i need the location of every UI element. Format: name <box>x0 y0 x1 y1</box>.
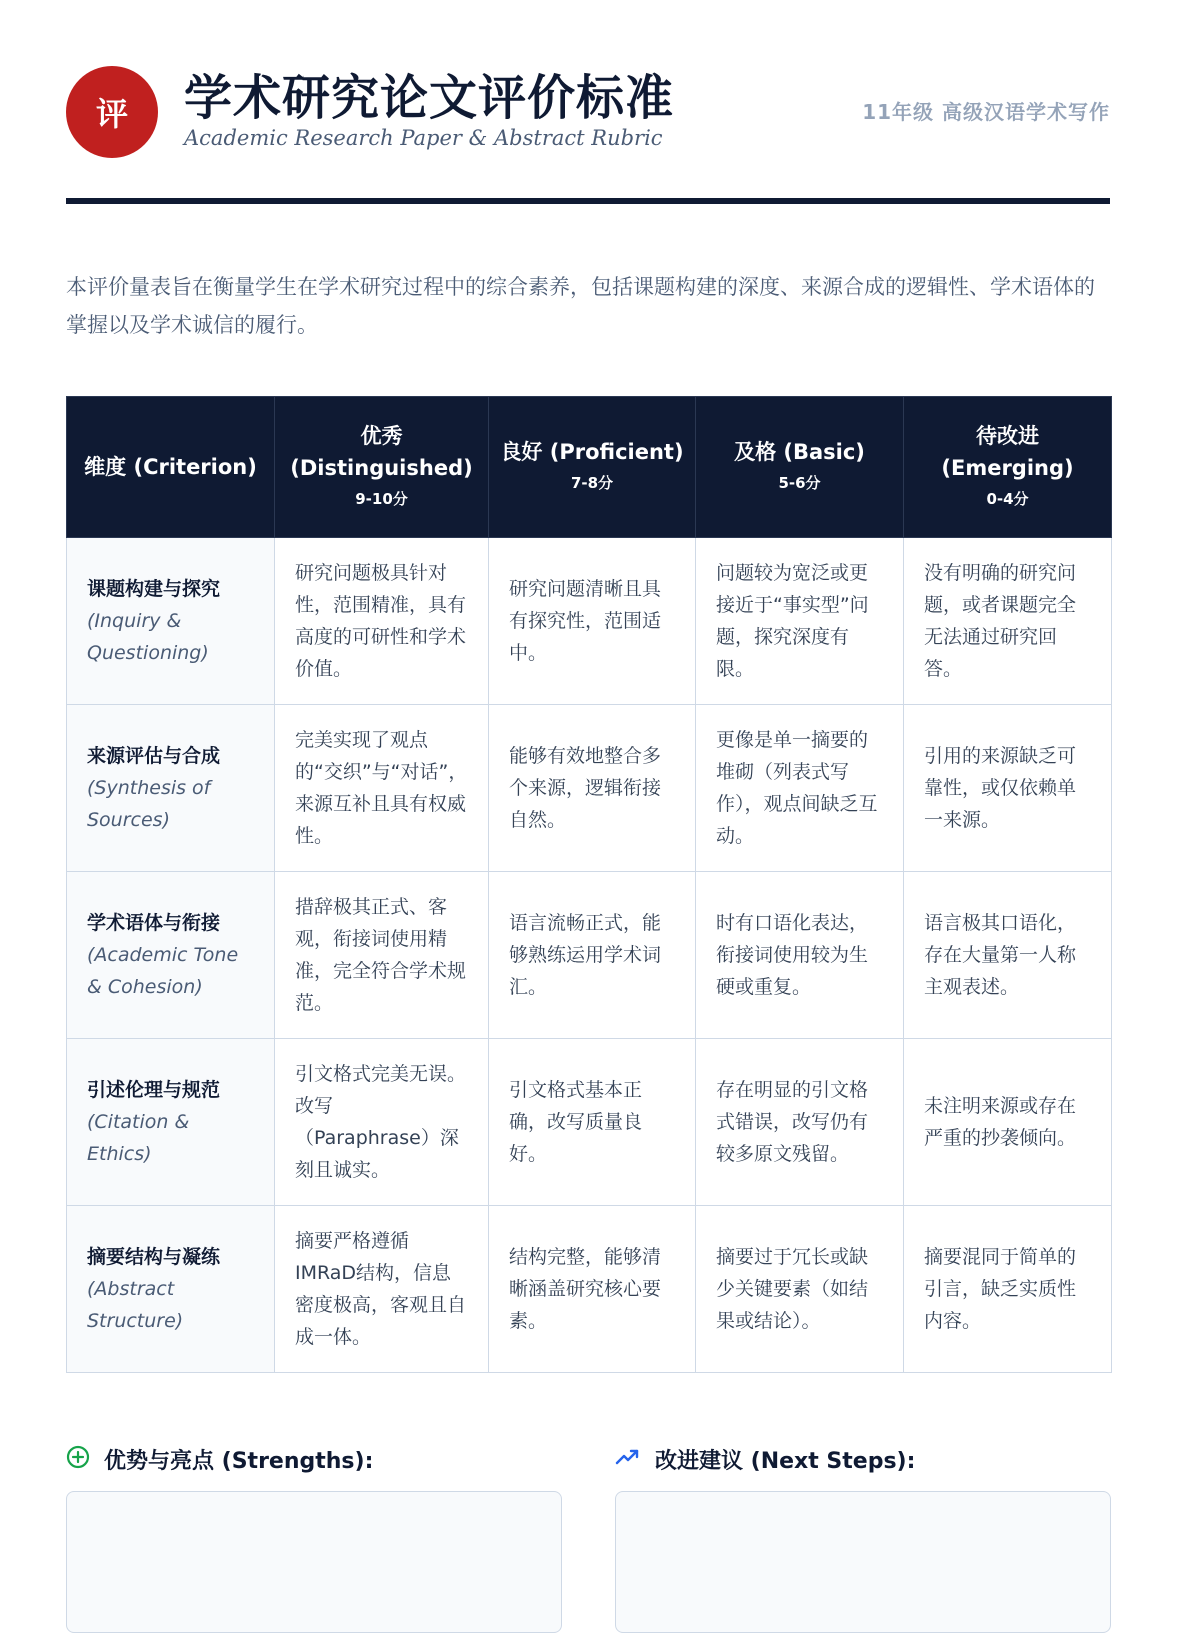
table-cell: 摘要混同于简单的引言，缺乏实质性内容。 <box>904 1206 1112 1373</box>
strengths-label <box>66 1444 373 1475</box>
criterion-name: 课题构建与探究 <box>87 578 221 600</box>
header-label: 优秀 (Distinguished) <box>290 424 473 480</box>
criterion-name: 学术语体与衔接 <box>87 912 221 934</box>
criterion-english: (Academic Tone & Cohesion) <box>87 944 239 998</box>
strengths-input-box[interactable] <box>66 1491 562 1633</box>
criterion-name: 摘要结构与凝练 <box>87 1246 221 1268</box>
criterion-cell <box>67 1039 275 1206</box>
next-steps-input-box[interactable] <box>615 1491 1111 1633</box>
plus-circle-icon <box>66 1445 90 1475</box>
header-points: 9-10分 <box>355 490 408 508</box>
criterion-cell <box>67 705 275 872</box>
header-label: 良好 (Proficient) <box>500 440 684 464</box>
header-proficient <box>489 397 696 538</box>
header-label: 及格 (Basic) <box>734 440 865 464</box>
header-points: 7-8分 <box>570 474 614 492</box>
table-cell: 没有明确的研究问题，或者课题完全无法通过研究回答。 <box>904 538 1112 705</box>
criterion-english: (Inquiry & Questioning) <box>87 610 209 664</box>
table-cell: 措辞极其正式、客观，衔接词使用精准，完全符合学术规范。 <box>275 872 489 1039</box>
criterion-cell <box>67 1206 275 1373</box>
header-basic <box>696 397 904 538</box>
table-cell: 结构完整，能够清晰涵盖研究核心要素。 <box>489 1206 696 1373</box>
strengths-label-text: 优势与亮点 (Strengths): <box>104 1449 374 1474</box>
table-header-row <box>67 397 1112 538</box>
header-points: 5-6分 <box>778 474 821 492</box>
rubric-table <box>66 396 1112 1373</box>
header-label: 维度 (Criterion) <box>84 455 257 479</box>
criterion-cell <box>67 538 275 705</box>
trending-up-icon <box>615 1446 641 1474</box>
table-cell: 未注明来源或存在严重的抄袭倾向。 <box>904 1039 1112 1206</box>
table-row <box>67 1206 1112 1373</box>
seal-logo: 评 <box>66 66 158 158</box>
table-row <box>67 538 1112 705</box>
table-cell: 时有口语化表达，衔接词使用较为生硬或重复。 <box>696 872 904 1039</box>
table-cell: 问题较为宽泛或更接近于“事实型”问题，探究深度有限。 <box>696 538 904 705</box>
table-row <box>67 1039 1112 1206</box>
header <box>66 64 1110 160</box>
next-steps-label-text: 改进建议 (Next Steps): <box>655 1449 916 1474</box>
page-title: 学术研究论文评价标准 <box>184 70 675 126</box>
table-cell: 完美实现了观点的“交织”与“对话”，来源互补且具有权威性。 <box>275 705 489 872</box>
table-row <box>67 705 1112 872</box>
next-steps-label <box>615 1444 915 1475</box>
table-row <box>67 872 1112 1039</box>
table-cell: 研究问题清晰且具有探究性，范围适中。 <box>489 538 696 705</box>
header-divider <box>66 198 1110 204</box>
criterion-cell <box>67 872 275 1039</box>
criterion-english: (Abstract Structure) <box>87 1278 184 1332</box>
header-distinguished <box>275 397 489 538</box>
header-points: 0-4分 <box>986 490 1029 508</box>
table-cell: 引文格式基本正确，改写质量良好。 <box>489 1039 696 1206</box>
header-criterion <box>67 397 275 538</box>
table-cell: 语言流畅正式，能够熟练运用学术词汇。 <box>489 872 696 1039</box>
table-cell: 引文格式完美无误。改写（Paraphrase）深刻且诚实。 <box>275 1039 489 1206</box>
table-cell: 摘要过于冗长或缺少关键要素（如结果或结论）。 <box>696 1206 904 1373</box>
header-label: 待改进 (Emerging) <box>941 424 1074 480</box>
table-cell: 能够有效地整合多个来源，逻辑衔接自然。 <box>489 705 696 872</box>
page-subtitle: Academic Research Paper & Abstract Rubric <box>184 126 663 150</box>
grade-label: 11年级 高级汉语学术写作 <box>862 100 1110 124</box>
table-cell: 引用的来源缺乏可靠性，或仅依赖单一来源。 <box>904 705 1112 872</box>
criterion-english: (Citation & Ethics) <box>87 1111 190 1165</box>
table-cell: 存在明显的引文格式错误，改写仍有较多原文残留。 <box>696 1039 904 1206</box>
criterion-name: 来源评估与合成 <box>87 745 221 767</box>
criterion-english: (Synthesis of Sources) <box>87 777 211 831</box>
table-cell: 摘要严格遵循IMRaD结构，信息密度极高，客观且自成一体。 <box>275 1206 489 1373</box>
table-cell: 更像是单一摘要的堆砌（列表式写作），观点间缺乏互动。 <box>696 705 904 872</box>
criterion-name: 引述伦理与规范 <box>87 1079 221 1101</box>
intro-paragraph: 本评价量表旨在衡量学生在学术研究过程中的综合素养，包括课题构建的深度、来源合成的逻辑性、学术语体的掌握以及学术诚信的履行。 <box>66 275 1095 337</box>
header-emerging <box>904 397 1112 538</box>
table-cell: 研究问题极具针对性，范围精准，具有高度的可研性和学术价值。 <box>275 538 489 705</box>
table-cell: 语言极其口语化，存在大量第一人称主观表述。 <box>904 872 1112 1039</box>
